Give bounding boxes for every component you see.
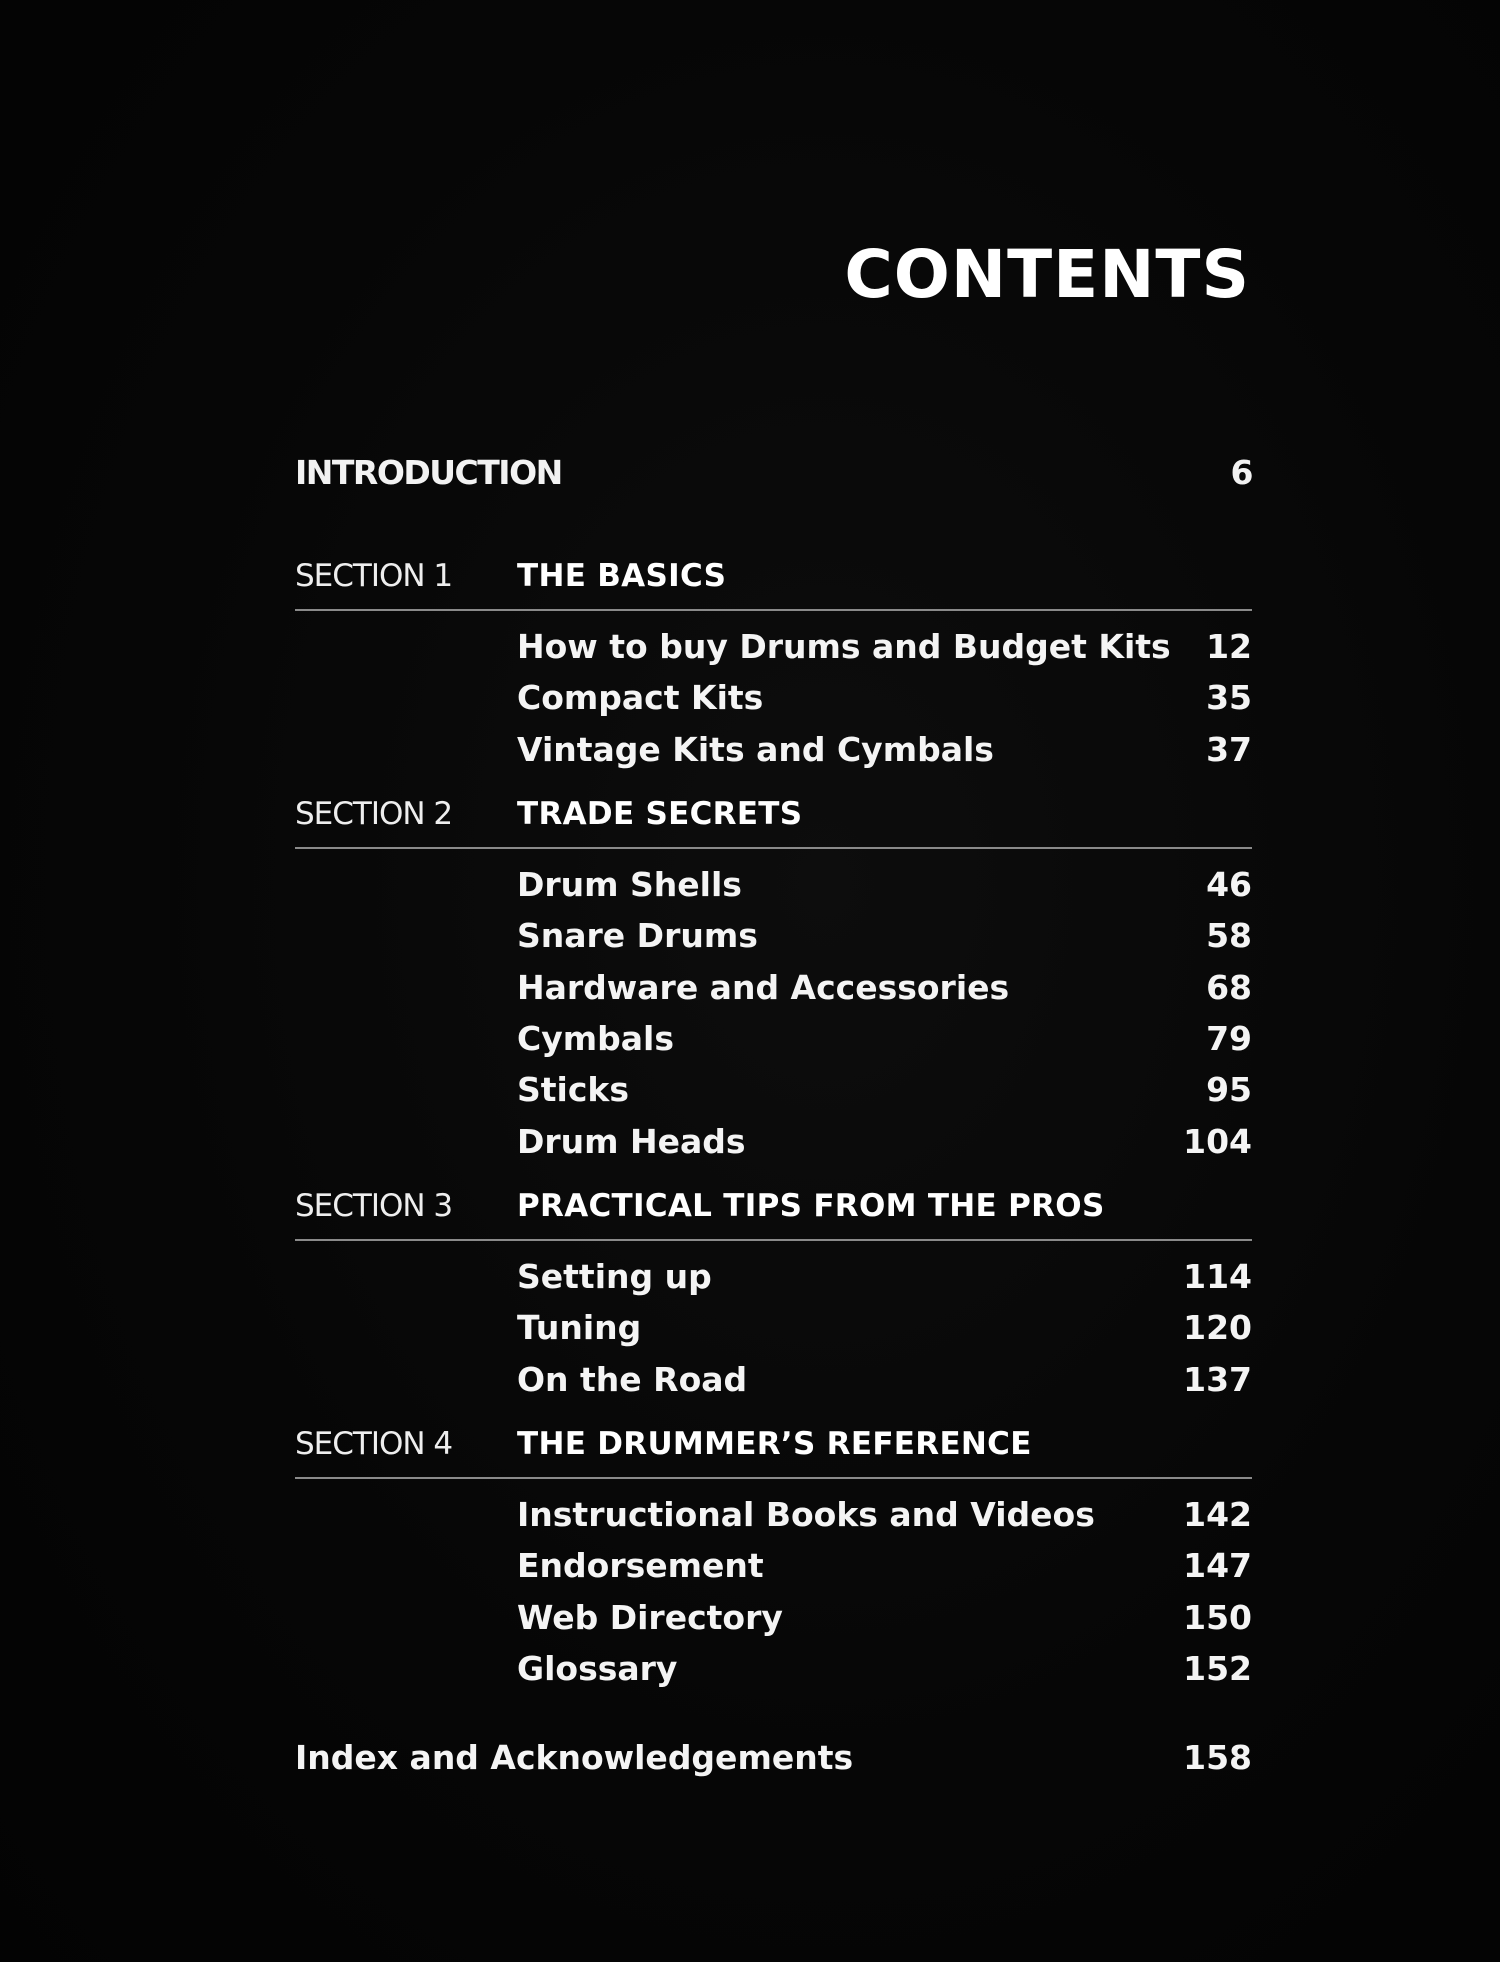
section-number: SECTION 3 <box>295 1188 453 1224</box>
section-divider <box>295 1239 1252 1241</box>
toc-entry-page: 68 <box>1206 967 1252 1007</box>
toc-introduction-label: INTRODUCTION <box>295 453 562 492</box>
toc-entry[interactable] <box>295 1540 1252 1591</box>
toc-index-page: 158 <box>1183 1738 1252 1777</box>
toc-entry-label: Compact Kits <box>517 678 764 718</box>
toc-entry[interactable] <box>295 1643 1252 1694</box>
toc-entry[interactable] <box>295 1251 1252 1302</box>
toc-section-2 <box>295 796 1252 1167</box>
toc-entry-label: How to buy Drums and Budget Kits <box>517 627 1171 667</box>
section-header <box>295 796 1252 847</box>
toc-entry[interactable] <box>295 910 1252 961</box>
toc-entry-page: 142 <box>1183 1495 1252 1535</box>
toc-section-4 <box>295 1426 1252 1694</box>
toc-entry-label: Glossary <box>517 1649 678 1689</box>
toc-entry-label: On the Road <box>517 1359 748 1399</box>
section-divider <box>295 609 1252 611</box>
toc-entry-page: 137 <box>1183 1359 1252 1399</box>
toc-entry-label: Web Directory <box>517 1597 783 1637</box>
section-number: SECTION 4 <box>295 1426 453 1462</box>
toc-section-1 <box>295 558 1252 775</box>
toc-entry[interactable] <box>295 724 1252 775</box>
section-title: THE BASICS <box>517 558 727 594</box>
toc-entry[interactable] <box>295 1064 1252 1115</box>
toc-entry-page: 147 <box>1183 1546 1252 1586</box>
toc-entry-page: 152 <box>1183 1649 1252 1689</box>
toc-entry-page: 114 <box>1183 1257 1252 1297</box>
toc-introduction[interactable] <box>295 453 1252 492</box>
toc-entry[interactable] <box>295 621 1252 672</box>
toc-entry-page: 150 <box>1183 1597 1252 1637</box>
toc-entry[interactable] <box>295 1592 1252 1643</box>
section-divider <box>295 1477 1252 1479</box>
toc-entry[interactable] <box>295 1013 1252 1064</box>
toc-entry-label: Drum Shells <box>517 865 742 905</box>
toc-entry[interactable] <box>295 1115 1252 1166</box>
toc-entry-page: 104 <box>1183 1121 1252 1161</box>
toc-section-3 <box>295 1188 1252 1405</box>
toc-entry-label: Instructional Books and Videos <box>517 1495 1095 1535</box>
toc-entry-page: 12 <box>1206 627 1252 667</box>
toc-introduction-page: 6 <box>1230 453 1252 492</box>
page-title: CONTENTS <box>844 236 1250 313</box>
toc-entry-page: 37 <box>1206 729 1252 769</box>
toc-entry[interactable] <box>295 1489 1252 1540</box>
toc-entry-label: Sticks <box>517 1070 630 1110</box>
section-header <box>295 1188 1252 1239</box>
toc-entry-label: Tuning <box>517 1308 642 1348</box>
toc-entry[interactable] <box>295 1302 1252 1353</box>
toc-index-label: Index and Acknowledgements <box>295 1738 854 1777</box>
toc-entry[interactable] <box>295 672 1252 723</box>
toc-entry[interactable] <box>295 859 1252 910</box>
toc-entry-page: 120 <box>1183 1308 1252 1348</box>
section-header <box>295 1426 1252 1477</box>
toc-entry-label: Hardware and Accessories <box>517 967 1010 1007</box>
toc-entry-page: 46 <box>1206 865 1252 905</box>
section-title: THE DRUMMER’S REFERENCE <box>517 1426 1032 1462</box>
toc-entry-label: Cymbals <box>517 1019 674 1059</box>
toc-entry-label: Drum Heads <box>517 1121 746 1161</box>
toc-entry-label: Setting up <box>517 1257 712 1297</box>
toc-entry-label: Vintage Kits and Cymbals <box>517 729 994 769</box>
section-number: SECTION 2 <box>295 796 453 832</box>
toc-entry-label: Endorsement <box>517 1546 764 1586</box>
toc-entry-page: 35 <box>1206 678 1252 718</box>
toc-entry[interactable] <box>295 1354 1252 1405</box>
toc-entry[interactable] <box>295 962 1252 1013</box>
section-header <box>295 558 1252 609</box>
toc-entry-label: Snare Drums <box>517 916 758 956</box>
section-title: TRADE SECRETS <box>517 796 803 832</box>
toc-entry-page: 79 <box>1206 1019 1252 1059</box>
section-divider <box>295 847 1252 849</box>
toc-entry-page: 58 <box>1206 916 1252 956</box>
toc-index-acknowledgements[interactable] <box>295 1738 1252 1777</box>
toc-entry-page: 95 <box>1206 1070 1252 1110</box>
section-number: SECTION 1 <box>295 558 453 594</box>
section-title: PRACTICAL TIPS FROM THE PROS <box>517 1188 1105 1224</box>
